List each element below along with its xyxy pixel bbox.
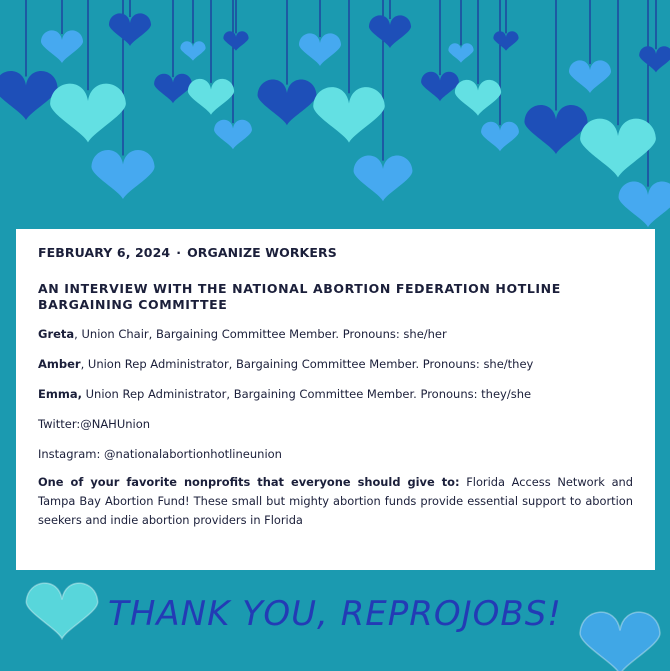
heart-icon (0, 71, 58, 120)
member-line (38, 386, 633, 402)
heart-icon (580, 119, 656, 178)
instagram-handle: Instagram: @nationalabortionhotlineunion (38, 447, 282, 461)
heart-icon (619, 181, 670, 227)
heart-icon (639, 46, 670, 72)
thank-you-text: THANK YOU, REPROJOBS! (108, 594, 562, 634)
favorite-text: Florida Access Network and Tampa Bay Abortion Fund! These small but mighty abortion funds provide essential support to abortion seekers and indie abortion providers in Florida (38, 475, 633, 527)
meta-separator: · (176, 245, 182, 260)
favorite-nonprofits (38, 473, 633, 530)
heart-icon (448, 43, 473, 63)
heart-icon (154, 74, 192, 103)
post-category: ORGANIZE WORKERS (187, 245, 337, 260)
heart-icon (180, 41, 205, 61)
member-name: Amber (38, 357, 81, 371)
member-details: Union Rep Administrator, Bargaining Committee Member. Pronouns: they/she (81, 387, 532, 401)
heart-icon (354, 155, 413, 201)
post-meta (38, 245, 633, 260)
heart-icon (493, 31, 518, 51)
heart-icon (188, 79, 234, 115)
favorite-label: One of your favorite nonprofits that everyone should give to: (38, 475, 460, 489)
post-title: AN INTERVIEW WITH THE NATIONAL ABORTION FEDERATION HOTLINE BARGAINING COMMITTEE (38, 281, 561, 312)
twitter-handle: Twitter:@NAHUnion (38, 417, 151, 431)
member-details: , Union Chair, Bargaining Committee Member. Pronouns: she/her (74, 327, 447, 341)
heart-icon (481, 122, 519, 151)
post-date: FEBRUARY 6, 2024 (38, 245, 171, 260)
heart-icon (41, 30, 83, 63)
heart-icon (569, 60, 611, 93)
heart-icon (50, 84, 126, 143)
member-name: Greta (38, 327, 75, 341)
interview-card (16, 229, 655, 570)
heart-icon (258, 79, 317, 125)
heart-icon (214, 120, 252, 149)
heart-icon (91, 150, 154, 199)
heart-icon (455, 80, 501, 116)
heart-icon (313, 87, 385, 143)
member-name: Emma, (38, 387, 82, 401)
heart-icon (421, 72, 459, 101)
member-line (38, 326, 633, 342)
heart-icon (223, 31, 248, 51)
member-line (38, 356, 633, 372)
heart-icon (299, 33, 341, 66)
heart-icon (524, 105, 587, 154)
heart-icon (109, 13, 151, 46)
member-details: , Union Rep Administrator, Bargaining Committee Member. Pronouns: she/they (80, 357, 534, 371)
heart-icon (369, 15, 411, 48)
